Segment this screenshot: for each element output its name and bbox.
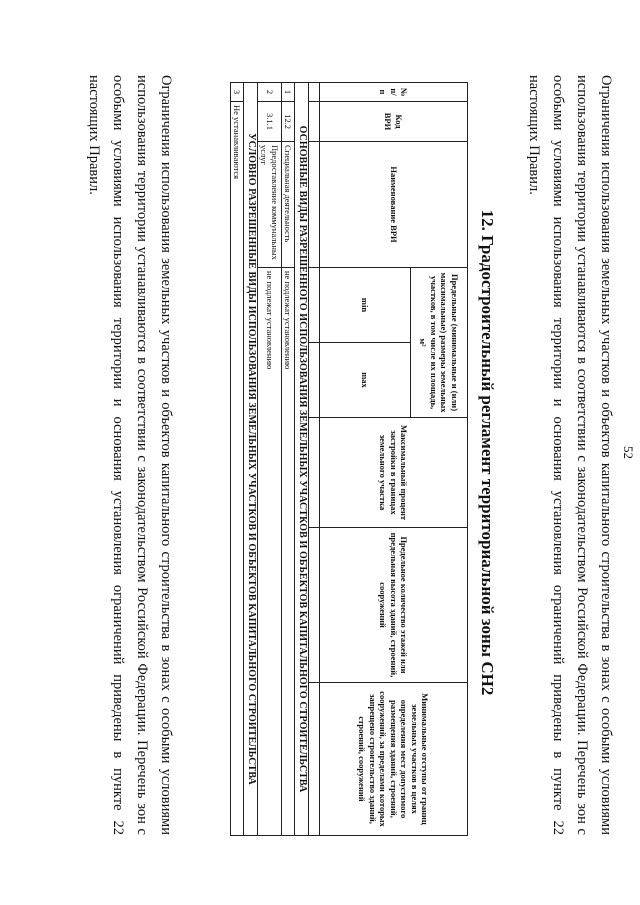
section-conditional-uses: УСЛОВНО РАЗРЕШЕННЫЕ ВИДЫ ИСПОЛЬЗОВАНИЯ ЗЕМЕЛЬНЫХ УЧАСТКОВ И ОБЪЕКТОВ КАПИТАЛЬНОГО СТРОИТЕЛЬСТВА [244,83,258,836]
table-row [282,83,296,836]
header-setbacks: Минимальные отступы от границ земельных участков в целях определения мест допустимого размещения зданий, строений, сооружений, за пределами которых запрещено строительство зданий, строений, сооружений [320,683,468,836]
row-name: Специальная деятельность [282,142,296,268]
header-no: № п/п [320,83,468,102]
header-name: Наименование ВРИ [320,142,468,268]
section-main-uses: ОСНОВНЫЕ ВИДЫ РАЗРЕШЕННОГО ИСПОЛЬЗОВАНИЯ ЗЕМЕЛЬНЫХ УЧАСТКОВ И ОБЪЕКТОВ КАПИТАЛЬНОГО СТРОИТЕЛЬСТВА [295,83,309,836]
row-code: 12.2 [282,102,296,142]
header-floors: Предельное количество этажей или предельная высота зданий, строений, сооружений [320,528,468,683]
paragraph-restrictions-top: Ограничения использования земельных участков и объектов капитального строительства в зонах с особыми условиями использования территории устанавливаются в соответствии с законодательством Российской Федерации. Перечень зон с особыми условиями использования территории и основания установления ограничений приведены в пункте 22 настоящих Правил. [526,75,614,835]
row-no: 2 [258,83,282,102]
blank-row [309,83,320,836]
header-max: max [320,343,411,418]
row-code: 3.1.1 [258,102,282,142]
row-text: Не устанавливаются [231,102,245,836]
page-number: 52 [621,446,636,459]
header-size: Предельные (минимальные и (или) максимальные) размеры земельных участков, в том числе их площадь, м² [411,268,468,418]
row-no: 1 [282,83,296,102]
header-percent: Максимальный процент застройки в границах земельного участка [320,418,468,528]
row-no: 3 [231,83,245,102]
table-row [231,83,245,836]
section-heading: 12. Градостроительный регламент территориальной зоны СН2 [478,209,497,696]
row-value: не подлежат установлению [258,268,282,836]
table-row [258,83,282,836]
header-code: Код ВРИ [320,102,468,142]
paragraph-restrictions-bottom: Ограничения использования земельных участков и объектов капитального строительства в зонах с особыми условиями использования территории устанавливаются в соответствии с законодательством Российской Федерации. Перечень зон с особыми условиями использования территории и основания установления ограничений приведены в пункте 22 настоящих Правил. [86,75,174,835]
regulation-table [230,82,468,836]
header-min: min [320,268,411,343]
row-value: не подлежат установлению [282,268,296,836]
row-name: Предоставление коммунальных услуг [258,142,282,268]
